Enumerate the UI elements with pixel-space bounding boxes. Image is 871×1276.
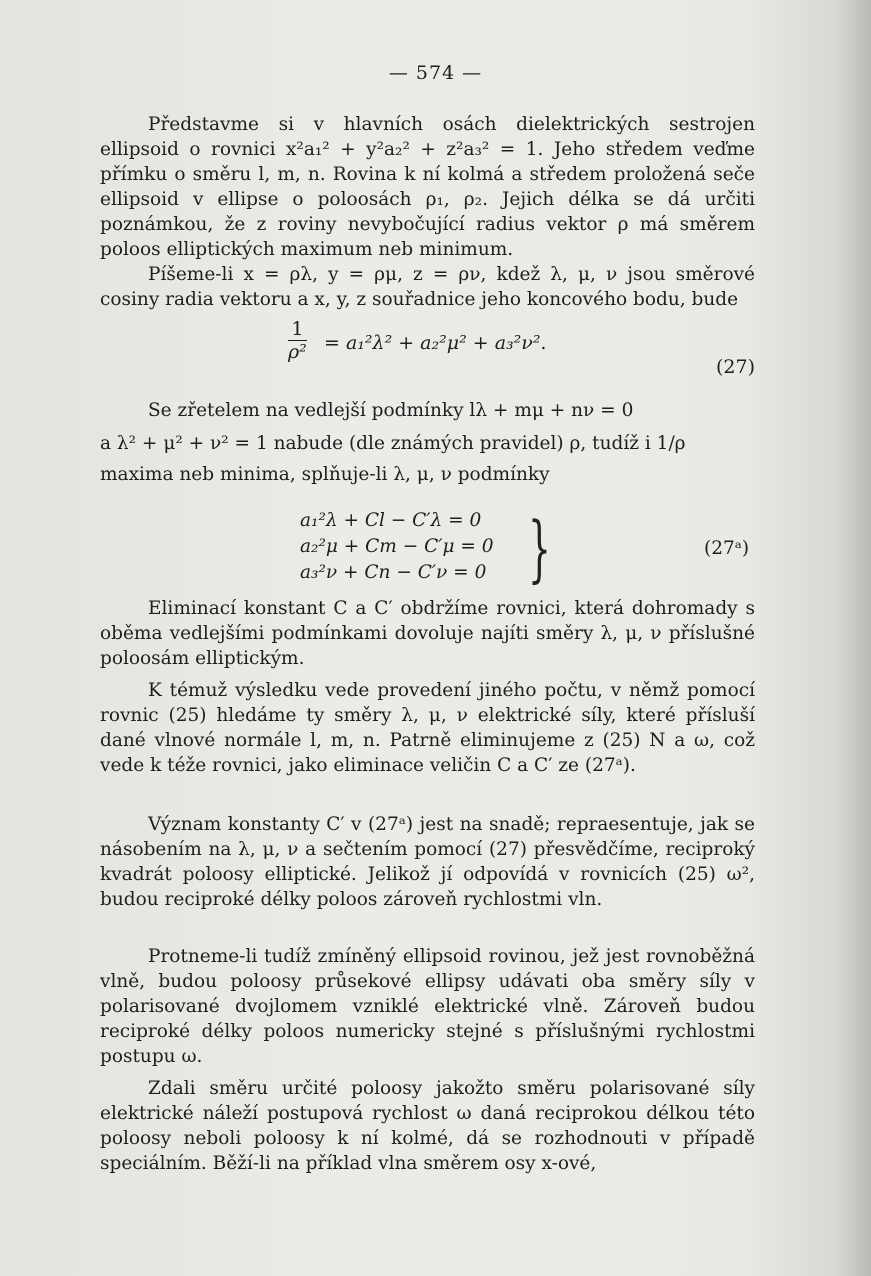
equation-27a-label: (27ᵃ) — [704, 538, 750, 559]
paragraph-3-line-3: maxima neb minima, splňuje-li λ, μ, ν podmínky — [100, 464, 550, 485]
fraction-1-over-rho-squared — [288, 318, 307, 363]
equation-27 — [100, 318, 755, 378]
paragraph-6-text: Význam konstanty C′ v (27ᵃ) jest na snadě; repraesentuje, jak se násobením na λ, μ, ν a sečtením pomocí (27) přesvědčíme, reciproký kvadrát poloosy elliptické. Jelikož jí odpovídá v rovnicích (25) ω², budou reciproké délky poloos zároveň rychlostmi vln. — [100, 814, 755, 910]
system-line-1: a₁²λ + Cl − C′λ = 0 — [300, 510, 482, 531]
paragraph-6 — [100, 812, 755, 912]
paragraph-7-text: Protneme-li tudíž zmíněný ellipsoid rovinou, jež jest rovnoběžná vlně, budou poloosy průsekové ellipsy udávati oba směry síly v polarisované dvojlomem vzniklé elektrické vlně. Zároveň budou reciproké délky poloos numericky stejné s příslušnými rychlostmi postupu ω. — [100, 946, 755, 1067]
paragraph-8 — [100, 1076, 755, 1176]
right-brace: } — [528, 506, 551, 590]
paragraph-3 — [100, 398, 755, 487]
page-number: — 574 — — [388, 62, 483, 84]
paragraph-2-text: Píšeme-li x = ρλ, y = ρμ, z = ρν, kdež λ, μ, ν jsou směrové cosiny radia vektoru a x, y, z souřadnice jeho koncového bodu, bude — [100, 264, 755, 310]
equation-system-27a — [300, 508, 494, 586]
paragraph-1 — [100, 112, 755, 262]
paragraph-7 — [100, 944, 755, 1069]
system-line-2: a₂²μ + Cm − C′μ = 0 — [300, 536, 494, 557]
equation-27-label: (27) — [715, 356, 755, 378]
paragraph-5-text: K témuž výsledku vede provedení jiného počtu, v němž pomocí rovnic (25) hledáme ty směry λ, μ, ν elektrické síly, které přísluší dané vlnové normále l, m, n. Patrně eliminujeme z (25) N a ω, což vede k téže rovnici, jako eliminace veličin C a C′ ze (27ᵃ). — [100, 680, 755, 776]
paragraph-5 — [100, 678, 755, 778]
equation-27-rhs: = a₁²λ² + a₂²μ² + a₃²ν². — [324, 332, 547, 354]
paragraph-4 — [100, 596, 755, 671]
paragraph-1-text: Představme si v hlavních osách dielektrických sestrojen ellipsoid o rovnici x²a₁² + y²a₂² + z²a₃² = 1. Jeho středem veďme přímku o směru l, m, n. Rovina k ní kolmá a středem proložená seče ellipsoid v ellipse o poloosách ρ₁, ρ₂. Jejich délka se dá určiti poznámkou, že z roviny nevybočující radius vektor ρ má směrem poloos elliptických maximum neb minimum. — [100, 114, 755, 260]
paragraph-8-text: Zdali směru určité poloosy jakožto směru polarisované síly elektrické náleží postupová rychlost ω daná reciprokou délkou této poloosy neboli poloosy k ní kolmé, dá se rozhodnouti v případě speciálním. Běží-li na příklad vlna směrem osy x-ové, — [100, 1078, 755, 1174]
system-line-3: a₃²ν + Cn − C′ν = 0 — [300, 562, 487, 583]
fraction-denominator: ρ² — [288, 341, 307, 363]
paragraph-4-text: Eliminací konstant C a C′ obdržíme rovnici, která dohromady s oběma vedlejšími podmínkami dovoluje najíti směry λ, μ, ν příslušné poloosám elliptickým. — [100, 598, 755, 669]
paragraph-3-line-1: Se zřetelem na vedlejší podmínky lλ + mμ + nν = 0 — [148, 400, 634, 421]
fraction-numerator: 1 — [288, 318, 307, 341]
paragraph-3-line-2: a λ² + μ² + ν² = 1 nabude (dle známých pravidel) ρ, tudíž i 1/ρ — [100, 433, 686, 454]
paragraph-2 — [100, 262, 755, 312]
